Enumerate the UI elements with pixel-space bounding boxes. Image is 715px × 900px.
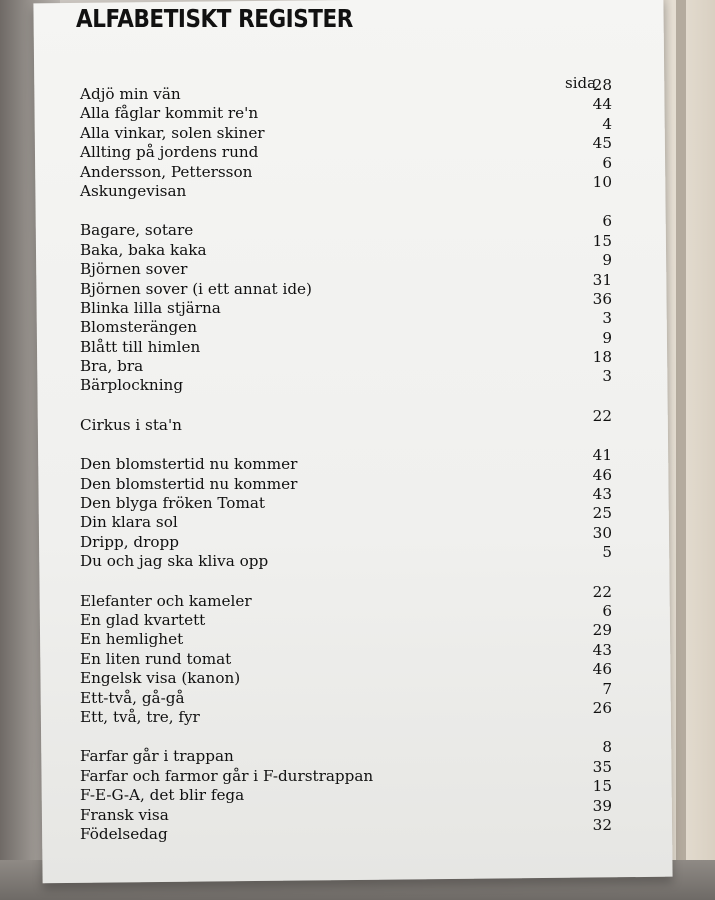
entry-page-number: 10 [592, 172, 612, 191]
entry-page-number: 6 [602, 153, 612, 172]
index-entry [80, 621, 612, 649]
entry-title: Ett-två, gå-gå [80, 688, 185, 707]
entry-page-number: 41 [592, 446, 612, 465]
entry-page-number: 3 [602, 309, 612, 328]
entry-title: Du och jag ska kliva opp [80, 552, 269, 571]
entry-page-number: 32 [592, 815, 612, 834]
entry-title: Dripp, dropp [80, 532, 179, 551]
entry-title: Ett, två, tre, fyr [80, 707, 200, 726]
index-entry [80, 328, 612, 357]
group-spacer [80, 727, 610, 747]
index-entry [80, 523, 612, 552]
entry-title: Den blomstertid nu kommer [80, 474, 298, 493]
entry-page-number: 29 [592, 621, 612, 640]
index-entry [80, 504, 612, 532]
index-entry [80, 212, 612, 240]
index-entry [80, 114, 612, 143]
entry-page-number: 18 [592, 348, 612, 367]
entry-page-number: 3 [602, 367, 612, 386]
entry-title: Björnen sover [80, 260, 188, 279]
index-entry [80, 446, 612, 474]
entry-page-number: 31 [592, 270, 612, 289]
index-entry [80, 698, 612, 727]
entry-title: Födelsedag [80, 824, 168, 843]
entry-page-number: 46 [592, 465, 612, 484]
page-title: ALFABETISKT REGISTER [76, 4, 353, 33]
entry-title: Alla fåglar kommit re'n [80, 104, 259, 123]
entry-page-number: 8 [602, 738, 612, 757]
index-entry [80, 738, 612, 766]
entry-page-number: 4 [602, 114, 612, 133]
index-entry [80, 777, 612, 805]
index-entry [80, 815, 612, 844]
index-entry [80, 134, 612, 162]
entry-page-number: 15 [592, 777, 612, 796]
entry-page-number: 15 [592, 231, 612, 250]
entry-title: En liten rund tomat [80, 649, 232, 668]
entry-title: Bärplockning [80, 376, 184, 395]
index-entry [80, 231, 612, 260]
entry-title: Alla vinkar, solen skiner [80, 123, 265, 142]
entry-title: Blomsterängen [80, 318, 198, 337]
index-entry [80, 172, 612, 201]
entry-page-number: 45 [592, 134, 612, 153]
entry-page-number: 35 [592, 757, 612, 776]
entry-page-number: 30 [592, 523, 612, 542]
entry-page-number: 28 [592, 76, 612, 94]
entry-title: Den blyga fröken Tomat [80, 494, 266, 513]
entry-title: Bagare, sotare [80, 221, 194, 240]
entry-title: Fransk visa [80, 805, 169, 824]
index-entry [80, 251, 612, 279]
entry-title: Farfar och farmor går i F-durstrappan [80, 766, 374, 785]
entry-title: Din klara sol [80, 513, 178, 532]
entry-title: Blått till himlen [80, 337, 201, 356]
entry-page-number: 25 [592, 504, 612, 523]
index-entry [80, 309, 612, 337]
entry-page-number: 36 [592, 289, 612, 308]
index-entry [80, 367, 612, 395]
entry-title: En hemlighet [80, 630, 184, 649]
group-spacer [80, 396, 610, 416]
entry-title: Allting på jordens rund [80, 143, 259, 162]
entry-page-number: 43 [592, 485, 612, 504]
entry-title: Bra, bra [80, 357, 144, 376]
entry-page-number: 22 [592, 406, 612, 425]
entry-page-number: 44 [592, 95, 612, 114]
entry-title: Askungevisan [80, 181, 187, 200]
entry-page-number: 46 [592, 660, 612, 679]
entry-page-number: 39 [592, 796, 612, 815]
index-entry [80, 543, 612, 571]
entry-page-number: 5 [602, 543, 612, 562]
entry-title: Björnen sover (i ett annat ide) [80, 279, 312, 298]
entry-page-number: 6 [602, 601, 612, 620]
index-entry [80, 95, 612, 123]
page-stack-edge [676, 0, 686, 860]
entry-title: Baka, baka kaka [80, 240, 207, 259]
entry-page-number: 22 [592, 582, 612, 601]
entry-title: En glad kvartett [80, 610, 206, 629]
entry-title: Engelsk visa (kanon) [80, 669, 241, 688]
entry-title: Adjö min vän [80, 85, 181, 103]
index-entry [80, 757, 612, 786]
group-spacer [80, 201, 610, 221]
entry-title: Cirkus i sta'n [80, 415, 182, 434]
entry-title: Farfar går i trappan [80, 747, 234, 766]
entry-page-number: 9 [602, 251, 612, 270]
entry-page-number: 9 [602, 328, 612, 347]
index-entry [80, 601, 612, 630]
entry-title: Elefanter och kameler [80, 591, 252, 610]
index-entry [80, 406, 612, 435]
page-column-header: sida [565, 74, 597, 92]
entry-page-number: 7 [602, 679, 612, 698]
entry-page-number: 43 [592, 640, 612, 659]
entry-title: Andersson, Pettersson [80, 162, 253, 181]
entry-page-number: 6 [602, 212, 612, 231]
index-entry [80, 289, 612, 318]
entry-page-number: 26 [592, 698, 612, 717]
index-entry [80, 465, 612, 494]
entry-title: F-E-G-A, det blir fega [80, 786, 245, 805]
group-spacer [80, 435, 610, 455]
index-entry [80, 640, 612, 669]
index-entry [80, 660, 612, 688]
index-entry [80, 348, 612, 376]
index-entry [80, 582, 612, 611]
entry-title: Blinka lilla stjärna [80, 298, 221, 317]
group-spacer [80, 572, 610, 592]
entry-title: Den blomstertid nu kommer [80, 455, 298, 474]
index-entry [80, 485, 612, 513]
